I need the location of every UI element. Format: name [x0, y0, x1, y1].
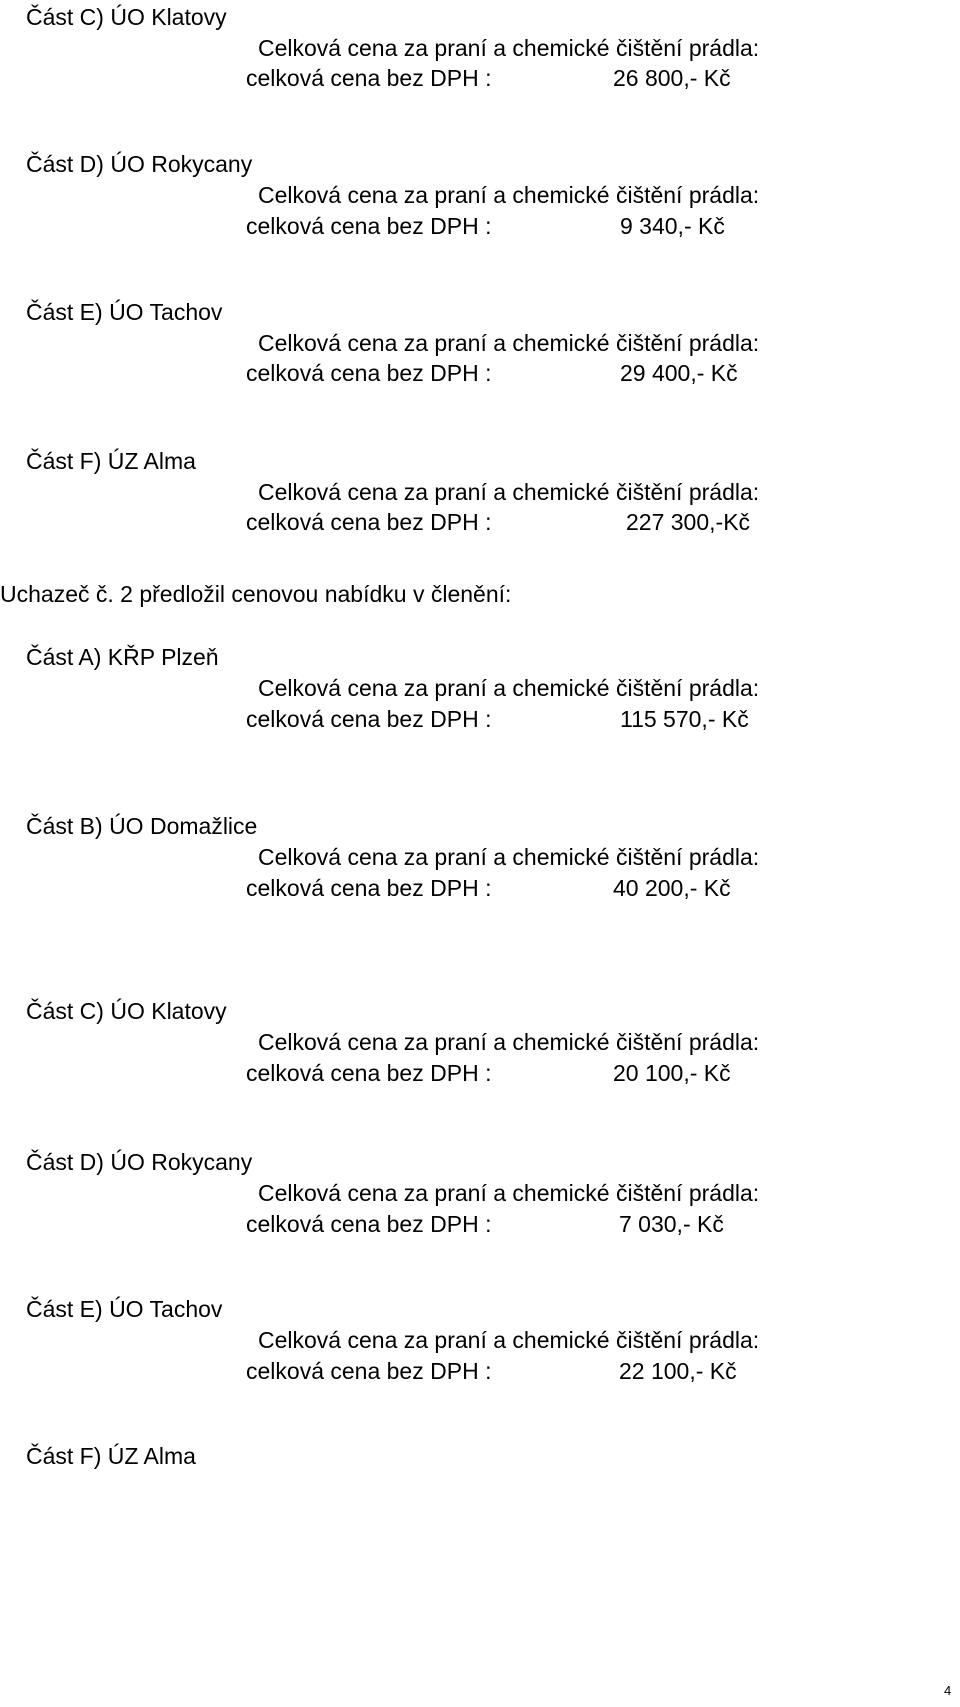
part-e-price-label: celková cena bez DPH : [246, 360, 492, 386]
part-f-price: 227 300,-Kč [626, 509, 751, 535]
part-f-label: Celková cena za praní a chemické čištění prádla: [258, 479, 760, 505]
b2-part-b-label: Celková cena za praní a chemické čištění prádla: [258, 844, 760, 870]
b2-part-c-price: 20 100,- Kč [613, 1060, 731, 1086]
part-d-price-label: celková cena bez DPH : [246, 213, 492, 239]
b2-part-c-heading: Část C) ÚO Klatovy [26, 998, 227, 1024]
part-c-price-label: celková cena bez DPH : [246, 65, 492, 91]
b2-part-d-price-label: celková cena bez DPH : [246, 1211, 492, 1237]
part-c-price: 26 800,- Kč [613, 65, 731, 91]
b2-part-a-price-label: celková cena bez DPH : [246, 706, 492, 732]
b2-part-b-heading: Část B) ÚO Domažlice [26, 813, 258, 839]
b2-part-e-price-label: celková cena bez DPH : [246, 1358, 492, 1384]
b2-part-e-heading: Část E) ÚO Tachov [26, 1296, 223, 1322]
part-c-heading: Část C) ÚO Klatovy [26, 4, 227, 30]
part-d-label: Celková cena za praní a chemické čištění prádla: [258, 182, 760, 208]
part-d-price: 9 340,- Kč [620, 213, 725, 239]
b2-part-d-heading: Část D) ÚO Rokycany [26, 1149, 253, 1175]
b2-part-a-heading: Část A) KŘP Plzeň [26, 644, 219, 670]
part-c-label: Celková cena za praní a chemické čištění prádla: [258, 35, 760, 61]
part-e-heading: Část E) ÚO Tachov [26, 299, 223, 325]
b2-part-e-label: Celková cena za praní a chemické čištění prádla: [258, 1327, 760, 1353]
b2-part-d-label: Celková cena za praní a chemické čištění prádla: [258, 1180, 760, 1206]
part-e-label: Celková cena za praní a chemické čištění prádla: [258, 330, 760, 356]
b2-part-e-price: 22 100,- Kč [619, 1358, 737, 1384]
part-e-price: 29 400,- Kč [620, 360, 738, 386]
part-d-heading: Část D) ÚO Rokycany [26, 151, 253, 177]
b2-part-b-price: 40 200,- Kč [613, 875, 731, 901]
b2-part-d-price: 7 030,- Kč [619, 1211, 724, 1237]
part-f-price-label: celková cena bez DPH : [246, 509, 492, 535]
b2-part-c-label: Celková cena za praní a chemické čištění prádla: [258, 1029, 760, 1055]
bidder-heading: Uchazeč č. 2 předložil cenovou nabídku v členění: [0, 581, 512, 607]
b2-part-c-price-label: celková cena bez DPH : [246, 1060, 492, 1086]
b2-part-b-price-label: celková cena bez DPH : [246, 875, 492, 901]
part-f-heading: Část F) ÚZ Alma [26, 448, 196, 474]
b2-part-a-label: Celková cena za praní a chemické čištění prádla: [258, 675, 760, 701]
page-number: 4 [944, 1683, 952, 1698]
b2-part-f-heading: Část F) ÚZ Alma [26, 1443, 196, 1469]
b2-part-a-price: 115 570,- Kč [620, 706, 749, 732]
